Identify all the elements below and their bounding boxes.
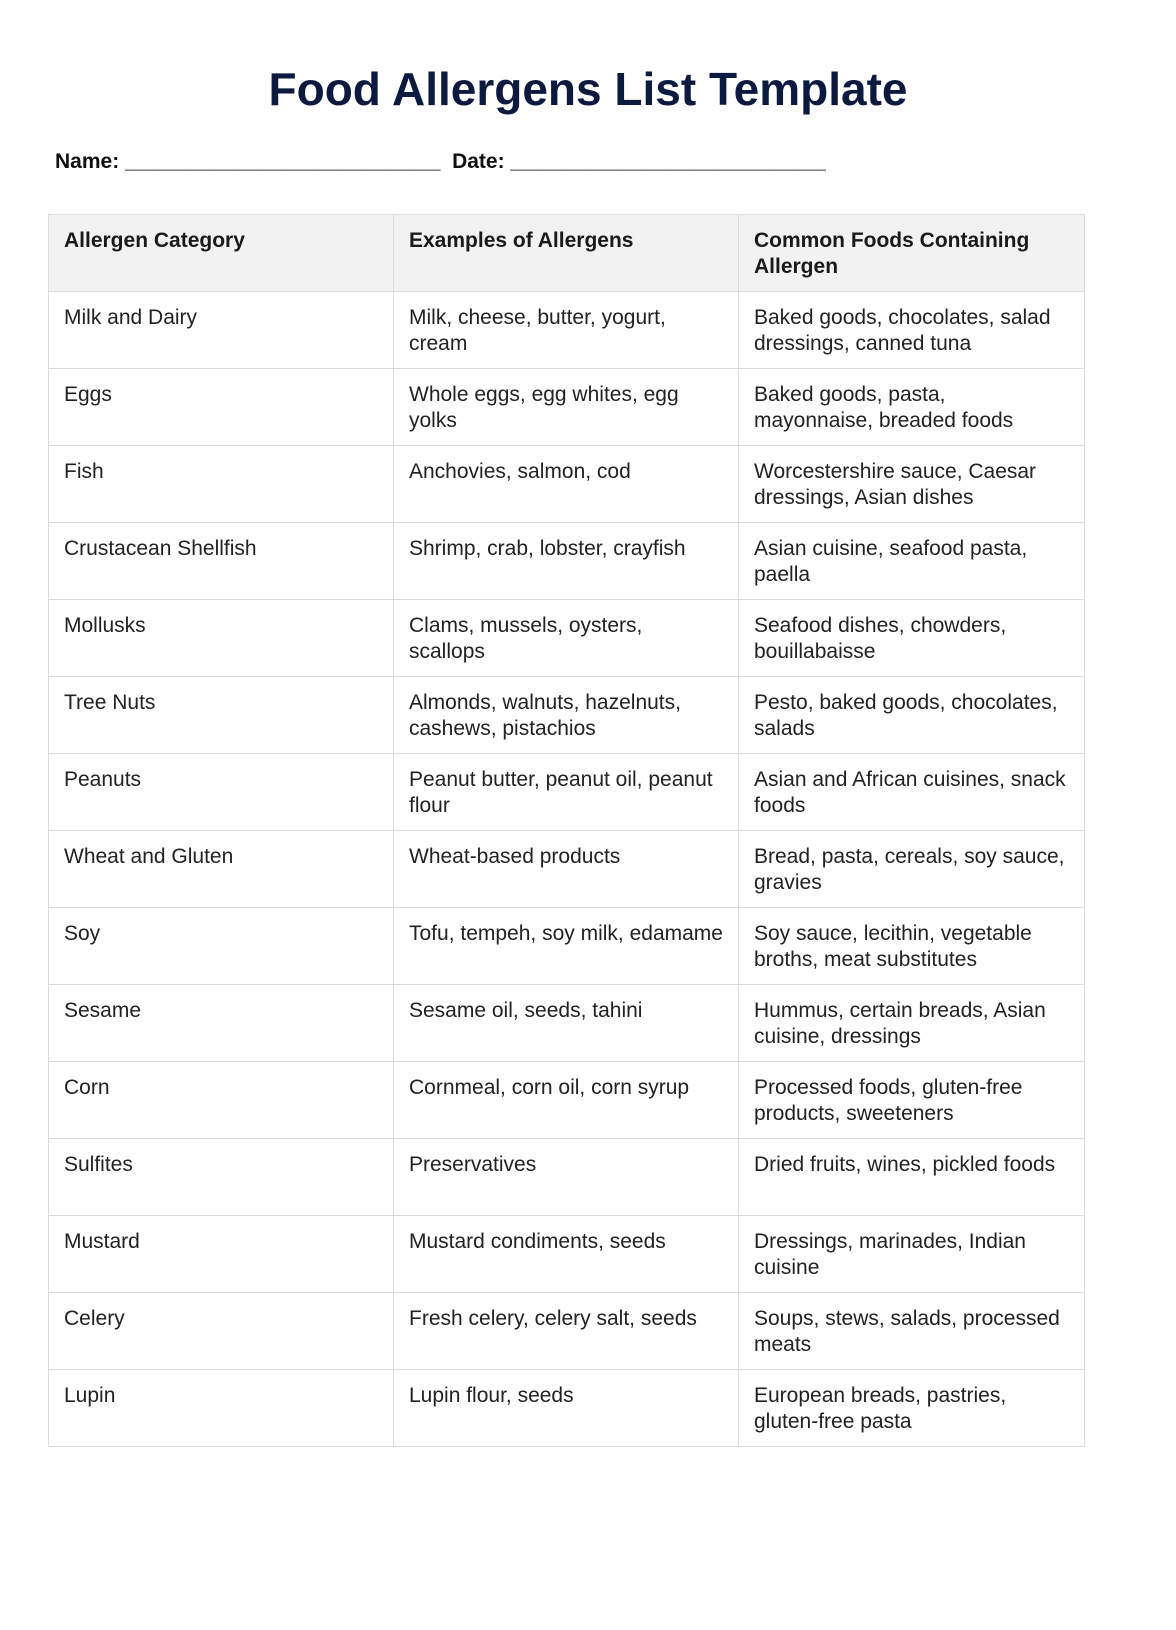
- foods-cell: Asian and African cuisines, snack foods: [739, 754, 1085, 831]
- foods-cell: Worcestershire sauce, Caesar dressings, Asian dishes: [739, 446, 1085, 523]
- date-label: Date:: [452, 150, 505, 173]
- table-row: [49, 1293, 1085, 1370]
- examples-cell: Shrimp, crab, lobster, crayfish: [394, 523, 739, 600]
- table-header-row: [49, 215, 1085, 292]
- form-fields: [55, 150, 826, 174]
- foods-cell: Hummus, certain breads, Asian cuisine, dressings: [739, 985, 1085, 1062]
- foods-cell: European breads, pastries, gluten-free pasta: [739, 1370, 1085, 1447]
- table-row: [49, 369, 1085, 446]
- category-cell: Mollusks: [49, 600, 394, 677]
- examples-cell: Peanut butter, peanut oil, peanut flour: [394, 754, 739, 831]
- table-row: [49, 677, 1085, 754]
- allergens-table: [48, 214, 1085, 1447]
- table-row: [49, 754, 1085, 831]
- header-common-foods: Common Foods Containing Allergen: [739, 215, 1085, 292]
- category-cell: Crustacean Shellfish: [49, 523, 394, 600]
- table-row: [49, 1062, 1085, 1139]
- table-row: [49, 831, 1085, 908]
- table-row: [49, 523, 1085, 600]
- foods-cell: Seafood dishes, chowders, bouillabaisse: [739, 600, 1085, 677]
- foods-cell: Asian cuisine, seafood pasta, paella: [739, 523, 1085, 600]
- foods-cell: Soups, stews, salads, processed meats: [739, 1293, 1085, 1370]
- category-cell: Mustard: [49, 1216, 394, 1293]
- foods-cell: Baked goods, chocolates, salad dressings, canned tuna: [739, 292, 1085, 369]
- examples-cell: Anchovies, salmon, cod: [394, 446, 739, 523]
- category-cell: Peanuts: [49, 754, 394, 831]
- examples-cell: Tofu, tempeh, soy milk, edamame: [394, 908, 739, 985]
- date-field[interactable]: ___________________________: [510, 150, 826, 173]
- header-allergen-category: Allergen Category: [49, 215, 394, 292]
- table-row: [49, 1370, 1085, 1447]
- examples-cell: Lupin flour, seeds: [394, 1370, 739, 1447]
- examples-cell: Mustard condiments, seeds: [394, 1216, 739, 1293]
- examples-cell: Almonds, walnuts, hazelnuts, cashews, pistachios: [394, 677, 739, 754]
- examples-cell: Milk, cheese, butter, yogurt, cream: [394, 292, 739, 369]
- category-cell: Celery: [49, 1293, 394, 1370]
- examples-cell: Fresh celery, celery salt, seeds: [394, 1293, 739, 1370]
- table-row: [49, 985, 1085, 1062]
- foods-cell: Baked goods, pasta, mayonnaise, breaded foods: [739, 369, 1085, 446]
- category-cell: Fish: [49, 446, 394, 523]
- foods-cell: Bread, pasta, cereals, soy sauce, gravies: [739, 831, 1085, 908]
- examples-cell: Cornmeal, corn oil, corn syrup: [394, 1062, 739, 1139]
- table-row: [49, 600, 1085, 677]
- examples-cell: Preservatives: [394, 1139, 739, 1216]
- table-row: [49, 1139, 1085, 1216]
- table-row: [49, 446, 1085, 523]
- page-title: Food Allergens List Template: [268, 63, 908, 115]
- examples-cell: Whole eggs, egg whites, egg yolks: [394, 369, 739, 446]
- category-cell: Sesame: [49, 985, 394, 1062]
- name-field[interactable]: ___________________________: [125, 150, 441, 173]
- examples-cell: Sesame oil, seeds, tahini: [394, 985, 739, 1062]
- foods-cell: Dried fruits, wines, pickled foods: [739, 1139, 1085, 1216]
- category-cell: Tree Nuts: [49, 677, 394, 754]
- examples-cell: Wheat-based products: [394, 831, 739, 908]
- table-row: [49, 908, 1085, 985]
- table-row: [49, 1216, 1085, 1293]
- header-examples: Examples of Allergens: [394, 215, 739, 292]
- category-cell: Wheat and Gluten: [49, 831, 394, 908]
- category-cell: Eggs: [49, 369, 394, 446]
- examples-cell: Clams, mussels, oysters, scallops: [394, 600, 739, 677]
- foods-cell: Dressings, marinades, Indian cuisine: [739, 1216, 1085, 1293]
- foods-cell: Pesto, baked goods, chocolates, salads: [739, 677, 1085, 754]
- category-cell: Sulfites: [49, 1139, 394, 1216]
- table-row: [49, 292, 1085, 369]
- foods-cell: Soy sauce, lecithin, vegetable broths, meat substitutes: [739, 908, 1085, 985]
- foods-cell: Processed foods, gluten-free products, sweeteners: [739, 1062, 1085, 1139]
- category-cell: Milk and Dairy: [49, 292, 394, 369]
- category-cell: Lupin: [49, 1370, 394, 1447]
- category-cell: Soy: [49, 908, 394, 985]
- name-label: Name:: [55, 150, 120, 173]
- category-cell: Corn: [49, 1062, 394, 1139]
